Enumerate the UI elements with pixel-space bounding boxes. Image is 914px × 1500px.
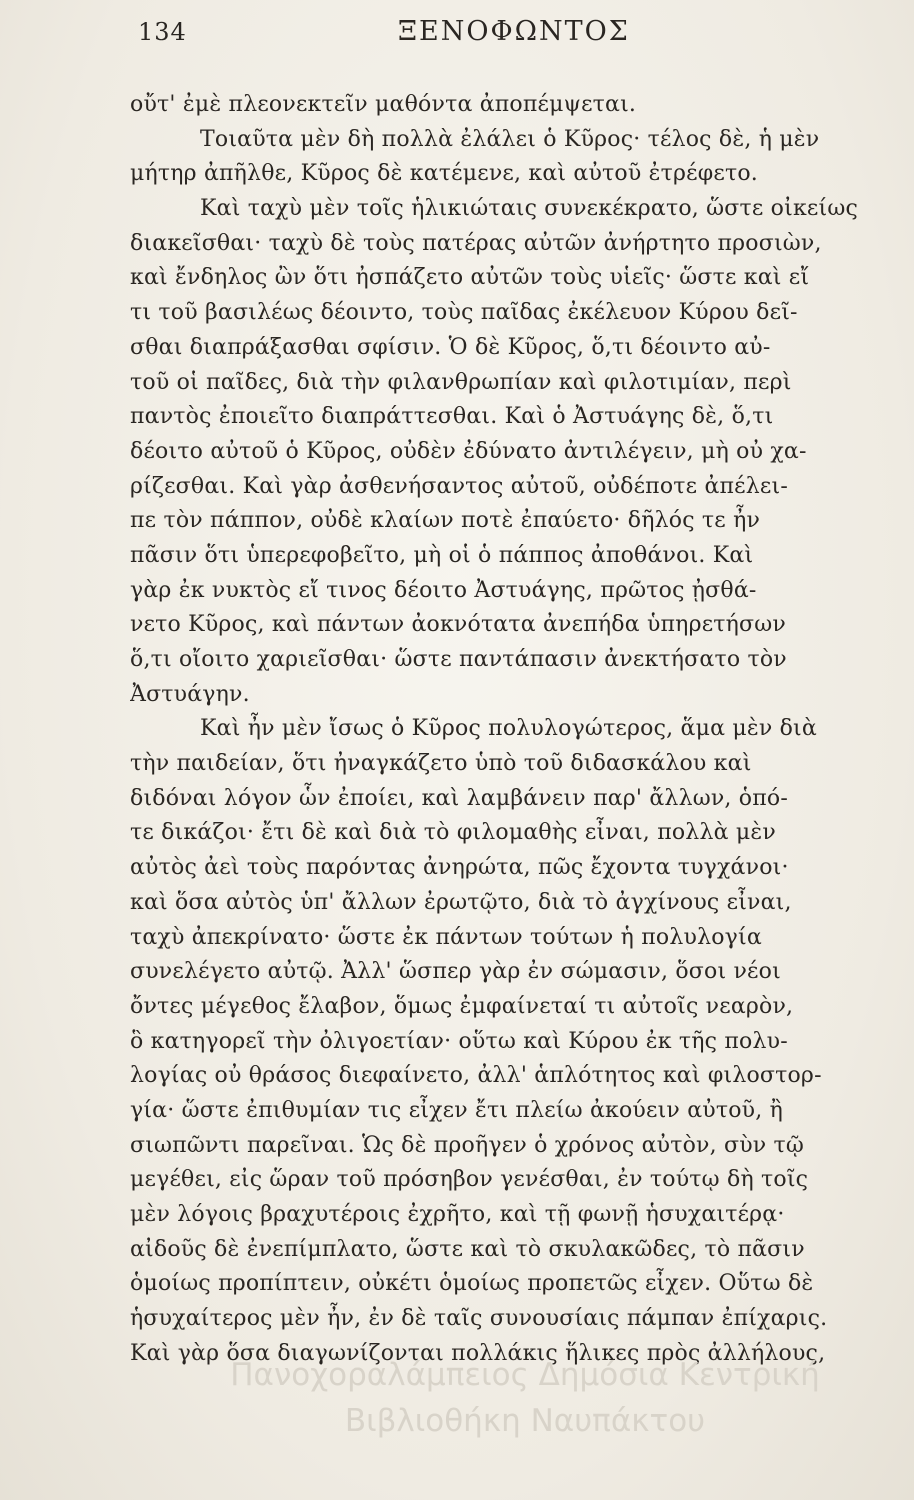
text-line: ἡσυχαίτερος μὲν ἦν, ἐν δὲ ταῖς συνουσίαις πάμπαν ἐπίχαρις. bbox=[130, 1306, 828, 1332]
text-line: πᾶσιν ὅτι ὑπερεφοβεῖτο, μὴ οἱ ὁ πάππος ἀποθάνοι. Καὶ bbox=[130, 542, 754, 568]
text-line: νετο Κῦρος, καὶ πάντων ἀοκνότατα ἀνεπήδα ὑπηρετήσων bbox=[130, 612, 786, 638]
text-line: Καὶ ταχὺ μὲν τοῖς ἡλικιώταις συνεκέκρατο, ὥστε οἰκείως bbox=[200, 196, 858, 222]
text-line: Ἀστυάγην. bbox=[130, 681, 250, 707]
text-line: αἰδοῦς δὲ ἐνεπίμπλατο, ὥστε καὶ τὸ σκυλακῶδες, τὸ πᾶσιν bbox=[130, 1236, 805, 1262]
text-line: αὐτὸς ἀεὶ τοὺς παρόντας ἀνηρώτα, πῶς ἔχοντα τυγχάνοι· bbox=[130, 855, 789, 881]
text-line: οὔτ' ἐμὲ πλεονεκτεῖν μαθόντα ἀποπέμψεται. bbox=[130, 92, 637, 117]
text-line: Καὶ γὰρ ὅσα διαγωνίζονται πολλάκις ἥλικες πρὸς ἀλλήλους, bbox=[130, 1340, 826, 1366]
text-line: Τοιαῦτα μὲν δὴ πολλὰ ἐλάλει ὁ Κῦρος· τέλος δὲ, ἡ μὲν bbox=[200, 126, 820, 152]
watermark-line: Βιβλιοθήκη Ναυπάκτου bbox=[344, 1403, 706, 1439]
text-line: δέοιτο αὐτοῦ ὁ Κῦρος, οὐδὲν ἐδύνατο ἀντιλέγειν, μὴ οὐ χα- bbox=[130, 438, 807, 464]
text-line: ταχὺ ἀπεκρίνατο· ὥστε ἐκ πάντων τούτων ἡ πολυλογία bbox=[130, 924, 762, 950]
text-line: τι τοῦ βασιλέως δέοιντο, τοὺς παῖδας ἐκέλευον Κύρου δεῖ- bbox=[130, 300, 798, 326]
text-line: διδόναι λόγον ὧν ἐποίει, καὶ λαμβάνειν παρ' ἄλλων, ὁπό- bbox=[130, 785, 788, 811]
watermark-line: Πανοχοραλάμπειος Δημόσια Κεντρική bbox=[230, 1357, 820, 1393]
text-line: μεγέθει, εἰς ὥραν τοῦ πρόσηβον γενέσθαι, ἐν τούτῳ δὴ τοῖς bbox=[130, 1167, 809, 1193]
text-line: Καὶ ἦν μὲν ἴσως ὁ Κῦρος πολυλογώτερος, ἅμα μὲν διὰ bbox=[200, 716, 817, 742]
text-line: ὅ,τι οἴοιτο χαριεῖσθαι· ὥστε παντάπασιν ἀνεκτήσατο τὸν bbox=[130, 647, 787, 672]
text-line: σθαι διαπράξασθαι σφίσιν. Ὁ δὲ Κῦρος, ὅ,τι δέοιντο αὐ- bbox=[130, 334, 771, 360]
text-line: ὄντες μέγεθος ἔλαβον, ὅμως ἐμφαίνεταί τι αὐτοῖς νεαρὸν, bbox=[130, 993, 794, 1019]
text-line: ὃ κατηγορεῖ τὴν ὀλιγοετίαν· οὕτω καὶ Κύρου ἐκ τῆς πολυ- bbox=[130, 1028, 788, 1054]
page-header bbox=[130, 14, 880, 54]
text-line: μήτηρ ἀπῆλθε, Κῦρος δὲ κατέμενε, καὶ αὐτοῦ ἐτρέφετο. bbox=[130, 161, 758, 187]
text-line: μὲν λόγοις βραχυτέροις ἐχρῆτο, καὶ τῇ φωνῇ ἡσυχαιτέρᾳ· bbox=[130, 1202, 785, 1227]
text-line: γία· ὥστε ἐπιθυμίαν τις εἶχεν ἔτι πλείω ἀκούειν αὐτοῦ, ἢ bbox=[130, 1097, 783, 1123]
text-line: καὶ ἔνδηλος ὢν ὅτι ἠσπάζετο αὐτῶν τοὺς υἱεῖς· ὥστε καὶ εἴ bbox=[130, 265, 810, 291]
text-line: λογίας οὐ θράσος διεφαίνετο, ἀλλ' ἁπλότητος καὶ φιλοστορ- bbox=[130, 1063, 822, 1089]
library-watermark bbox=[200, 1352, 850, 1444]
text-line: παντὸς ἐποιεῖτο διαπράττεσθαι. Καὶ ὁ Ἀστυάγης δὲ, ὅ,τι bbox=[130, 404, 774, 430]
text-line: καὶ ὅσα αὐτὸς ὑπ' ἄλλων ἐρωτῷτο, διὰ τὸ ἀγχίνους εἶναι, bbox=[130, 889, 792, 915]
text-line: πε τὸν πάππον, οὐδὲ κλαίων ποτὲ ἐπαύετο· δῆλός τε ἦν bbox=[130, 508, 761, 534]
text-line: ὁμοίως προπίπτειν, οὐκέτι ὁμοίως προπετῶς εἶχεν. Οὕτω δὲ bbox=[130, 1271, 814, 1297]
text-line: τοῦ οἱ παῖδες, διὰ τὴν φιλανθρωπίαν καὶ φιλοτιμίαν, περὶ bbox=[130, 369, 792, 395]
text-line: γὰρ ἐκ νυκτὸς εἴ τινος δέοιτο Ἀστυάγης, πρῶτος ᾐσθά- bbox=[130, 577, 757, 603]
text-line: διακεῖσθαι· ταχὺ δὲ τοὺς πατέρας αὐτῶν ἀνήρτητο προσιὼν, bbox=[130, 230, 822, 256]
text-line: συνελέγετο αὐτῷ. Ἀλλ' ὥσπερ γὰρ ἐν σώμασιν, ὅσοι νέοι bbox=[130, 959, 781, 985]
text-line: τὴν παιδείαν, ὅτι ἠναγκάζετο ὑπὸ τοῦ διδασκάλου καὶ bbox=[130, 751, 752, 777]
text-line: τε δικάζοι· ἔτι δὲ καὶ διὰ τὸ φιλομαθὴς εἶναι, πολλὰ μὲν bbox=[130, 820, 776, 846]
running-title: ΞΕΝΟΦΩΝΤΟΣ bbox=[398, 16, 630, 47]
text-line: σιωπῶντι παρεῖναι. Ὡς δὲ προῆγεν ὁ χρόνος αὐτὸν, σὺν τῷ bbox=[130, 1132, 805, 1158]
text-line: ρίζεσθαι. Καὶ γὰρ ἀσθενήσαντος αὐτοῦ, οὐδέποτε ἀπέλει- bbox=[130, 473, 788, 499]
body-text bbox=[130, 88, 880, 1371]
page-number: 134 bbox=[138, 18, 187, 46]
